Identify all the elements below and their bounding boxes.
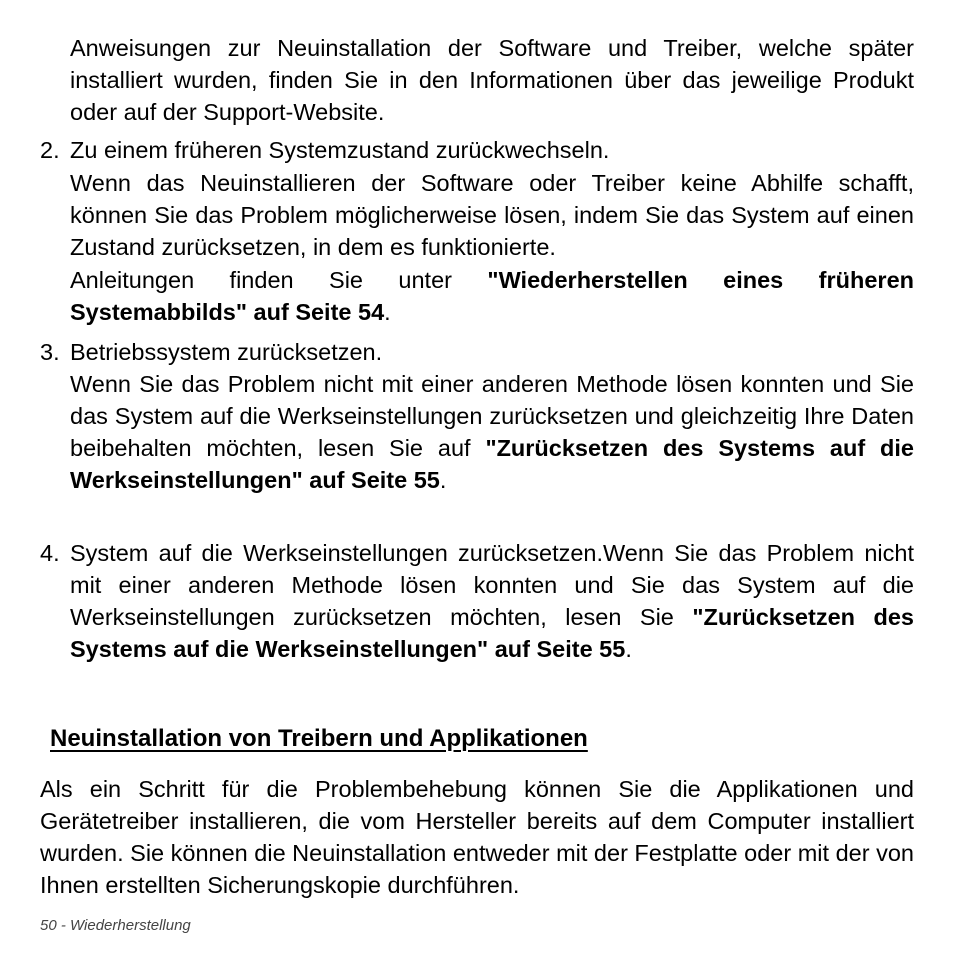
page-footer: 50 - Wiederherstellung [40, 917, 191, 934]
list-number: 2. [40, 137, 60, 163]
cross-reference-link[interactable]: "Zurücksetzen des Systems auf die Werkseinstellungen" auf Seite 55 [70, 435, 914, 493]
list-item-paragraph: Wenn Sie das Problem nicht mit einer anderen Methode lösen konnten und Sie das System auf die Werkseinstellungen zurücksetzen und gleichzeitig Ihre Daten beibehalten möchten, lesen Sie auf "Zurücksetzen des Systems auf die Werkseinstellungen" auf Seite 55. [70, 371, 914, 493]
list-item-body [70, 537, 914, 665]
list-item-body [70, 134, 914, 328]
list-item-title: Betriebssystem zurücksetzen. [70, 339, 383, 365]
list-item-paragraph: Wenn das Neuinstallieren der Software oder Treiber keine Abhilfe schafft, können Sie das Problem möglicherweise lösen, indem Sie das System auf einen Zustand zurücksetzen, in dem es funktionierte. [70, 170, 914, 260]
cross-reference-link[interactable]: "Zurücksetzen des Systems auf die Werkseinstellungen" auf Seite 55 [70, 604, 914, 662]
list-number: 3. [40, 339, 60, 365]
list-item-paragraph: Anleitungen finden Sie unter "Wiederherstellen eines früheren Systemabbilds" auf Seite 54. [70, 267, 914, 325]
list-number: 4. [40, 540, 60, 566]
list-item-2 [40, 134, 914, 328]
cross-reference-link[interactable]: "Wiederherstellen eines früheren Systemabbilds" auf Seite 54 [70, 267, 914, 325]
list-item-title: Zu einem früheren Systemzustand zurückwechseln. [70, 137, 610, 163]
list-item-paragraph: System auf die Werkseinstellungen zurücksetzen.Wenn Sie das Problem nicht mit einer anderen Methode lösen konnten und Sie das System auf die Werkseinstellungen zurücksetzen möchten, lesen Sie "Zurücksetzen des Systems auf die Werkseinstellungen" auf Seite 55. [70, 540, 914, 662]
intro-paragraph: Anweisungen zur Neuinstallation der Software und Treiber, welche später installiert wurden, finden Sie in den Informationen über das jeweilige Produkt oder auf der Support-Website. [70, 35, 914, 125]
list-item-4 [40, 537, 914, 665]
section-heading: Neuinstallation von Treibern und Applikationen [50, 725, 588, 752]
list-item-3 [40, 336, 914, 496]
list-item-body [70, 336, 914, 496]
section-paragraph: Als ein Schritt für die Problembehebung können Sie die Applikationen und Gerätetreiber installieren, die vom Hersteller bereits auf dem Computer installiert wurden. Sie können die Neuinstallation entweder mit der Festplatte oder mit der von Ihnen erstellten Sicherungskopie durchführen. [40, 776, 914, 898]
